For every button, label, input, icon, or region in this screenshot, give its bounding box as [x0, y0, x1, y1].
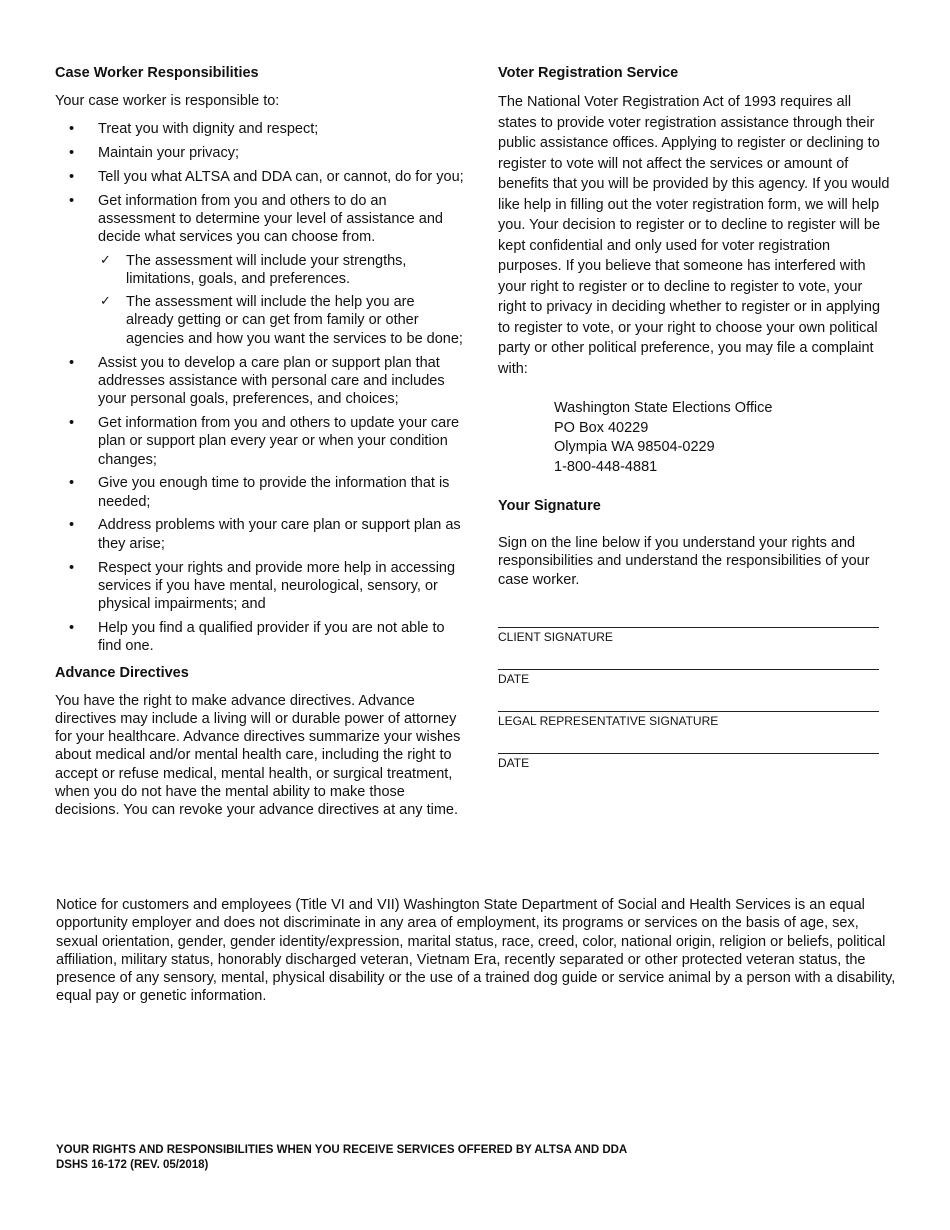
form-footer — [56, 1143, 856, 1172]
list-item — [55, 144, 465, 162]
list-item — [55, 619, 465, 656]
case-worker-heading: Case Worker Responsibilities — [55, 65, 259, 81]
list-item — [55, 354, 465, 409]
case-worker-intro: Your case worker is responsible to: — [55, 93, 280, 109]
form-number: DSHS 16-172 (REV. 05/2018) — [56, 1158, 209, 1171]
form-title: YOUR RIGHTS AND RESPONSIBILITIES WHEN YOU RECEIVE SERVICES OFFERED BY ALTSA AND DDA — [56, 1144, 628, 1156]
client-signature-label: CLIENT SIGNATURE — [498, 629, 613, 644]
client-date-line[interactable] — [498, 669, 879, 670]
list-item-text: Treat you with dignity and respect; — [98, 121, 319, 138]
case-worker-list — [55, 120, 465, 655]
advance-directives-heading: Advance Directives — [55, 664, 189, 681]
list-item — [55, 516, 465, 553]
list-item-text: Address problems with your care plan or support plan as they arise; — [98, 517, 461, 552]
address-line: Olympia WA 98504-0229 — [554, 439, 715, 455]
bullet-icon: • — [69, 414, 75, 431]
address-line: Washington State Elections Office — [554, 400, 773, 416]
legal-representative-signature-line[interactable] — [498, 711, 879, 712]
bullet-icon: • — [69, 192, 75, 209]
voter-registration-text: The National Voter Registration Act of 1993 requires all states to provide voter registration assistance through their public assistance offices. Applying to register or declining to register to vote will not affect the services or amount of benefits that you will be provided by this agency. If you would like help in filling out the voter registration form, we will help you. Your decision to register or to decline to register will be kept confidential and only used for voter registration purposes. If you believe that someone has interfered with your right to register or to decline to register to vote, your right to privacy in deciding whether to register or in applying to register to vote, or your right to choose your own political party or other political preference, you may file a complaint with: — [498, 94, 890, 377]
bullet-icon: • — [69, 559, 75, 576]
address-phone: 1-800-448-4881 — [554, 458, 658, 475]
bullet-icon: • — [69, 354, 75, 371]
sublist-item — [98, 252, 465, 289]
signature-instructions: Sign on the line below if you understand your rights and responsibilities and understand the responsibilities of your case worker. — [498, 535, 870, 588]
client-date-label: DATE — [498, 671, 530, 686]
list-item — [55, 120, 465, 138]
list-item — [55, 474, 465, 511]
legal-representative-signature-label: LEGAL REPRESENTATIVE SIGNATURE — [498, 713, 719, 728]
bullet-icon: • — [69, 145, 75, 162]
client-signature-line[interactable] — [498, 627, 879, 628]
elections-office-address — [554, 399, 893, 477]
list-item — [55, 168, 465, 186]
list-item — [55, 559, 465, 614]
assessment-sublist — [98, 252, 465, 348]
left-column — [55, 64, 465, 820]
nondiscrimination-notice: Notice for customers and employees (Title VI and VII) Washington State Department of Social and Health Services is an equal opportunity employer and does not discriminate in any area of employment, its programs or services on the basis of age, sex, sexual orientation, gender, gender identity/expression, marital status, race, creed, color, national origin, religion or beliefs, political affiliation, military status, honorably discharged veteran, Vietnam Era, recently separated or other protected veteran status, the presence of any sensory, mental, physical disability or the use of a trained dog guide or service animal by a person with a disability, equal pay or genetic information. — [56, 897, 896, 1005]
list-item — [55, 414, 465, 469]
address-line: PO Box 40229 — [554, 419, 649, 436]
list-item-text: Get information from you and others to update your care plan or support plan every year or when your condition changes; — [98, 414, 460, 468]
list-item-text: Give you enough time to provide the information that is needed; — [98, 475, 450, 510]
list-item-text: Maintain your privacy; — [98, 145, 240, 162]
list-item-text: Get information from you and others to do an assessment to determine your level of assistance and decide what services you can choose from. — [98, 192, 443, 246]
sublist-item-text: The assessment will include your strengths, limitations, goals, and preferences. — [126, 252, 407, 287]
representative-date-line[interactable] — [498, 753, 879, 754]
sublist-item-text: The assessment will include the help you are already getting or can get from family or other agencies and how you want the services to be done; — [126, 294, 463, 347]
list-item-text: Assist you to develop a care plan or support plan that addresses assistance with personal care and includes your personal goals, preferences, and choices; — [98, 354, 445, 408]
advance-directives-text: You have the right to make advance directives. Advance directives may include a living will or durable power of attorney for your healthcare. Advance directives summarize your wishes about medical and/or mental health care, including the right to accept or refuse medical, mental health, or surgical treatment, when you do not have the mental ability to make those decisions. You can revoke your advance directives at any time. — [55, 692, 461, 819]
voter-registration-heading: Voter Registration Service — [498, 65, 679, 81]
bullet-icon: • — [69, 168, 75, 185]
list-item-text: Tell you what ALTSA and DDA can, or cannot, do for you; — [98, 168, 464, 185]
bullet-icon: • — [69, 619, 75, 636]
sublist-item — [98, 293, 465, 348]
checkmark-icon: ✓ — [100, 251, 111, 267]
checkmark-icon: ✓ — [100, 293, 111, 309]
right-column — [498, 64, 893, 770]
list-item — [55, 192, 465, 348]
list-item-text: Help you find a qualified provider if you are not able to find one. — [98, 619, 445, 655]
bullet-icon: • — [69, 475, 75, 492]
bullet-icon: • — [69, 517, 75, 534]
bullet-icon: • — [69, 121, 75, 138]
representative-date-label: DATE — [498, 755, 530, 770]
signature-heading: Your Signature — [498, 498, 601, 514]
list-item-text: Respect your rights and provide more help in accessing services if you have mental, neurological, sensory, or physical impairments; and — [98, 559, 456, 613]
